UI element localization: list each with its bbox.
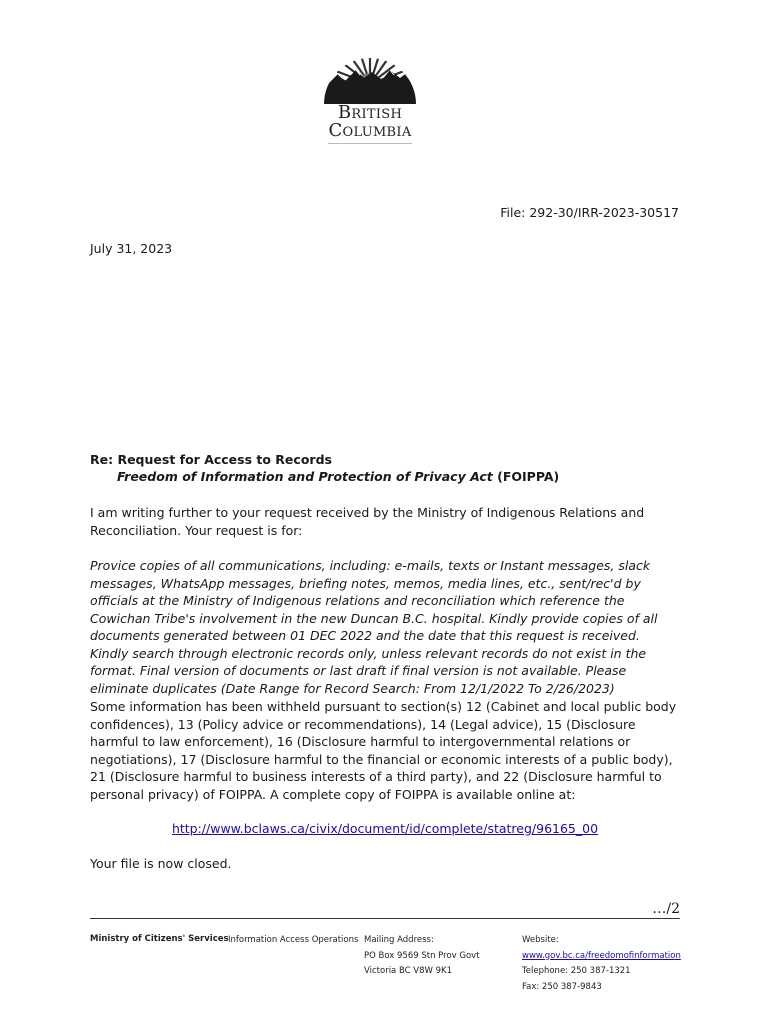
footer-office: Information Access Operations [228,935,359,945]
logo-divider [328,143,412,144]
page-number: …/2 [652,901,680,917]
website-link[interactable]: www.gov.bc.ca/freedomofinformation [522,950,681,961]
letter-date: July 31, 2023 [90,241,173,256]
withheld-paragraph: Some information has been withheld pursuant to section(s) 12 (Cabinet and local public body confidences), 13 (Policy advice or recommendations), 14 (Legal advice), 15 (Disclosure harmful to law enforcement), 16 (Disclosure harmful to intergovernmental relations or negotiations), 17 (Disclosure harmful to the financial or economic interests of a public body), 21 (Disclosure harmful to business interests of a third party), and 22 (Disclosure harmful to personal privacy) of FOIPPA. A complete copy of FOIPPA is available online at: [90,699,677,802]
mailing-line-1: PO Box 9569 Stn Prov Govt [364,950,480,961]
footer-mailing-address [364,933,480,980]
footer-ministry: Ministry of Citizens' Services [90,934,229,944]
website-label: Website: [522,935,559,945]
logo-text-british: British [337,102,403,123]
file-reference: File: 292-30/IRR-2023-30517 [500,205,679,220]
bc-government-logo [312,44,428,148]
mailing-label: Mailing Address: [364,935,434,945]
mailing-line-2: Victoria BC V8W 9K1 [364,966,453,976]
logo-text-columbia: Columbia [328,120,412,141]
closing-statement: Your file is now closed. [90,856,232,871]
sun-mountains-icon [324,44,416,104]
subject-act [117,469,559,484]
intro-paragraph: I am writing further to your request received by the Ministry of Indigenous Relations and Reconciliation. Your request is for: [90,505,645,538]
request-text: Provice copies of all communications, including: e-mails, texts or Instant messages, slack messages, WhatsApp messages, briefing notes, memos, media lines, etc., sent/rec'd by officials at the Ministry of Indigenous relations and reconciliation which reference the Cowichan Tribe's involvement in the new Duncan B.C. hospital. Kindly provide copies of all documents generated between 01 DEC 2022 and the date that this request is received. Kindly search through electronic records only, unless relevant records do not exist in the format. Final version of documents or last draft if final version is not available. Please eliminate duplicates (Date Range for Record Search: From 12/1/2022 To 2/26/2023) [90,558,658,696]
subject-line: Re: Request for Access to Records [90,452,332,467]
foippa-link[interactable]: http://www.bclaws.ca/civix/document/id/complete/statreg/96165_00 [171,821,599,836]
footer-divider [90,918,680,919]
fax: Fax: 250 387-9843 [522,981,602,992]
telephone: Telephone: 250 387-1321 [522,966,631,976]
act-title: Freedom of Information and Protection of Privacy Act [117,469,493,484]
act-abbreviation: (FOIPPA) [492,469,560,484]
footer-contact [522,933,681,995]
